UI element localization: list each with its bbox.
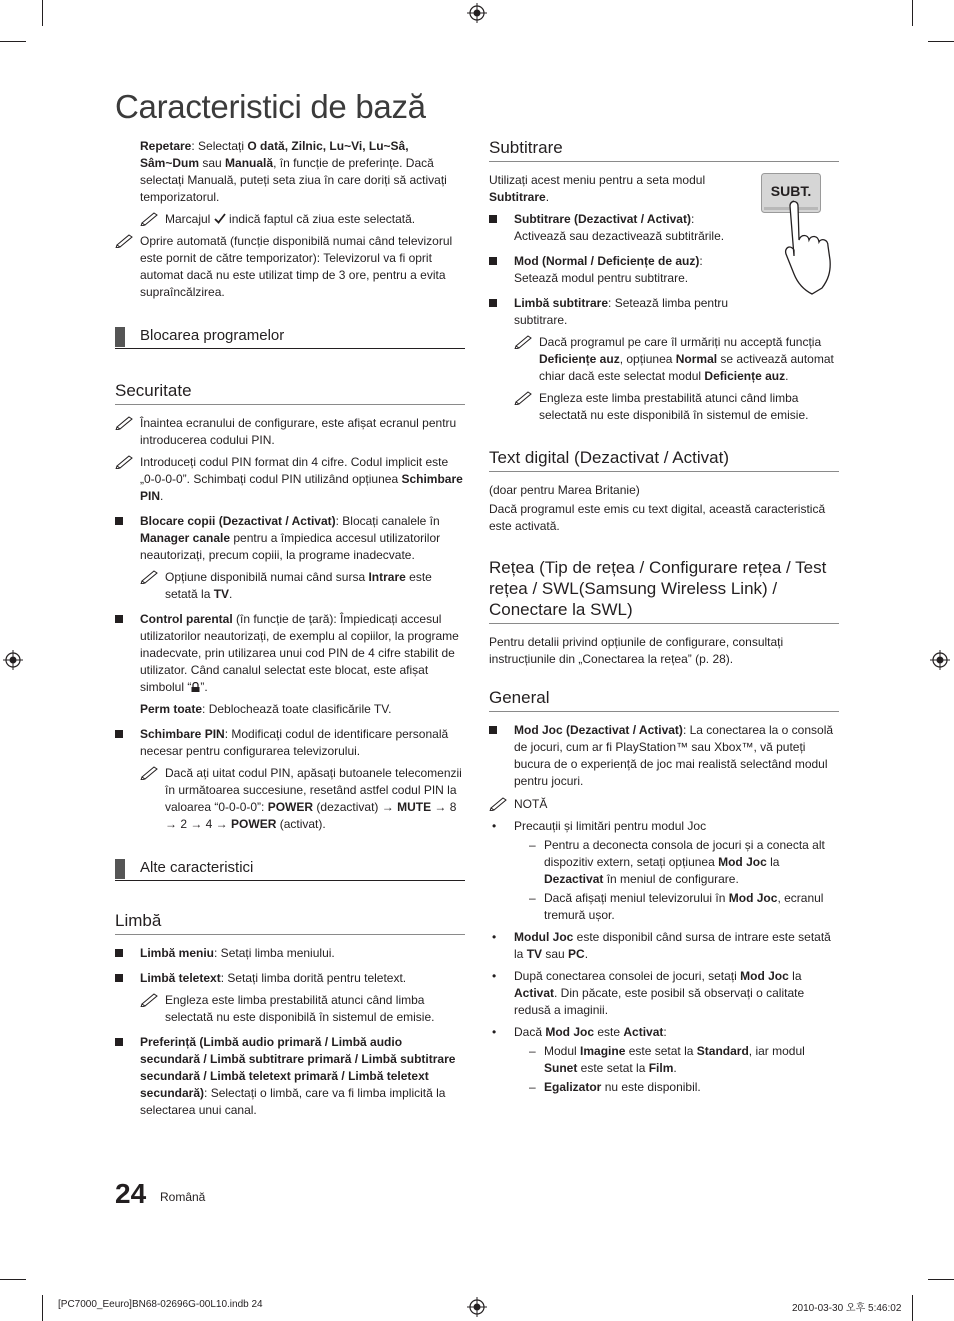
securitate-note-2: Introduceți codul PIN format din 4 cifre. Codul implicit este „0-0-0-0”. Schimbați codul PIN utilizând opțiunea Schimbare PIN.: [115, 454, 465, 505]
crop-mark: [912, 1295, 913, 1321]
subtitrare-item: Subtitrare (Dezactivat / Activat): Activează sau dezactivează subtitrările.: [489, 211, 744, 245]
blocare-copii-note: Opțiune disponibilă numai când sursa Intrare este setată la TV.: [140, 569, 465, 603]
crop-mark: [42, 1295, 43, 1321]
blocarea-programelor-heading: Blocarea programelor: [115, 327, 465, 349]
text-digital-description: Dacă programul este emis cu text digital, această caracteristică este activată.: [489, 502, 826, 533]
limba-heading: Limbă: [115, 911, 465, 935]
repetare-paragraph: Repetare: Selectați O dată, Zilnic, Lu~Vi, Lu~Sâ, Sâm~Dum sau Manuală, în funcție de preferințe. Dacă selectați Manuală, puteți seta ziua în care doriți să activați temporizatorul.: [140, 139, 447, 204]
text-digital-heading: Text digital (Dezactivat / Activat): [489, 448, 839, 472]
control-parental-item: Control parental (în funcție de țară): Împiedicați accesul utilizatorilor neautorizați, de exemplu al copiilor, la programe inadecvate, prin utilizarea unui cod PIN de 4 cifre stabilit de utilizator. Când canalul selectat este blocat, este afișat simbolul “ ”.: [115, 611, 465, 696]
alte-caracteristici-heading: Alte caracteristici: [115, 859, 465, 881]
oprire-note: Oprire automată (funcție disponibilă numai când televizorul este pornit de către temporizator): Televizorul va fi oprit automat dacă nu este utilizat timp de 3 ore, pentru a evita supraîncălzirea.: [115, 233, 465, 301]
registration-mark-icon: [467, 3, 487, 23]
limba-teletext-item: Limbă teletext: Setați limba dorită pentru teletext.: [115, 970, 465, 987]
left-column: [115, 138, 465, 1124]
daca-mod-joc-item: • Dacă Mod Joc este Activat:: [492, 1025, 667, 1039]
mod-joc-subitem: – Egalizator nu este disponibil.: [529, 1080, 701, 1094]
schimbare-pin-item: Schimbare PIN: Modificați codul de identificare personală necesar pentru configurarea televizorului.: [115, 726, 465, 760]
subtitrare-note-2: Engleza este limba prestabilită atunci când limba selectată nu este disponibilă în sistemul de emisie.: [514, 390, 839, 424]
pointing-hand-icon: [782, 198, 842, 298]
securitate-heading: Securitate: [115, 381, 465, 405]
page-number: 24: [115, 1178, 147, 1209]
crop-mark: [42, 0, 43, 26]
registration-mark-icon: [3, 650, 23, 670]
subt-button-label: SUBT.: [770, 183, 812, 199]
preferinta-item: Preferință (Limbă audio primară / Limbă audio secundară / Limbă subtitrare primară / Limbă subtitrare secundară / Limbă teletext primară / Limbă teletext secundară): Selectați o limbă, care va fi limba implicită la selectarea unui canal.: [115, 1034, 465, 1119]
text-digital-region: (doar pentru Marea Britanie): [489, 483, 640, 497]
general-heading: General: [489, 688, 839, 712]
subtitrare-intro: Utilizați acest meniu pentru a seta modul Subtitrare.: [489, 173, 706, 204]
lock-icon: [191, 682, 200, 692]
crop-mark: [928, 41, 954, 42]
note-pencil-icon: [115, 453, 137, 469]
footer-language: Română: [160, 1190, 206, 1204]
registration-mark-icon: [467, 1297, 487, 1317]
note-pencil-icon: [140, 764, 162, 780]
pin-reset-note: Dacă ați uitat codul PIN, apăsați butoanele telecomenzii în următoarea succesiune, resetând astfel codul PIN la valoarea “0-0-0-0”: POWER (dezactivat) → MUTE → 8 → 2 → 4 → POWER (activat).: [140, 765, 465, 833]
crop-mark: [0, 41, 26, 42]
note-pencil-icon: [140, 210, 162, 226]
registration-mark-icon: [930, 650, 950, 670]
mod-joc-subitem: – Modul Imagine este setat la Standard, iar modul Sunet este setat la Film.: [529, 1044, 805, 1075]
note-pencil-icon: [514, 333, 536, 349]
limba-meniu-item: Limbă meniu: Setați limba meniului.: [115, 945, 465, 962]
note-pencil-icon: [140, 568, 162, 584]
limba-subtitrare-item: Limbă subtitrare: Setează limba pentru subtitrare.: [489, 295, 744, 329]
retea-description: Pentru detalii privind opțiunile de configurare, consultați instrucțiunile din „Conectarea la rețea” (p. 28).: [489, 635, 784, 666]
limba-teletext-note: Engleza este limba prestabilită atunci când limba selectată nu este disponibilă în sistemul de emisie.: [140, 992, 465, 1026]
subtitrare-note-1: Dacă programul pe care îl urmăriți nu acceptă funcția Deficiențe auz, opțiunea Normal se activează automat chiar dacă este selectat modul Deficiențe auz.: [514, 334, 839, 385]
dupa-conectare-item: • După conectarea consolei de jocuri, setați Mod Joc la Activat. Din păcate, este posibil să observați o calitate redusă a imaginii.: [492, 969, 805, 1017]
securitate-note-1: Înaintea ecranului de configurare, este afișat ecranul pentru introducerea codului PIN.: [115, 415, 465, 449]
note-pencil-icon: [115, 232, 137, 248]
note-pencil-icon: [489, 795, 511, 811]
perm-toate-paragraph: Perm toate: Deblochează toate clasificările TV.: [140, 702, 392, 716]
note-pencil-icon: [115, 414, 137, 430]
note-pencil-icon: [140, 991, 162, 1007]
crop-mark: [928, 1279, 954, 1280]
print-date-info: 2010-03-30 오후 5:46:02: [792, 1303, 902, 1314]
blocare-copii-item: Blocare copii (Dezactivat / Activat): Blocați canalele în Manager canale pentru a împiedica accesul utilizatorilor neautorizați, precum copiii, la programe inadecvate.: [115, 513, 465, 564]
mod-joc-item: Mod Joc (Dezactivat / Activat): La conectarea la o consolă de jocuri, cum ar fi PlayStation™ sau Xbox™, vă puteți bucura de o experiență de joc mai realistă selectând modul pentru jocuri.: [489, 722, 839, 790]
page-title: Caracteristici de bază: [115, 88, 426, 125]
subtitrare-heading: Subtitrare: [489, 138, 839, 162]
nota-label: NOTĂ: [489, 796, 839, 813]
checkmark-icon: [214, 213, 226, 224]
crop-mark: [0, 1279, 26, 1280]
marcaj-note: Marcajul indică faptul că ziua este selectată.: [140, 211, 465, 228]
precautii-subitem: – Dacă afișați meniul televizorului în Mod Joc, ecranul tremură ușor.: [529, 891, 824, 922]
modul-joc-item: • Modul Joc este disponibil când sursa de intrare este setată la TV sau PC.: [492, 930, 831, 961]
note-pencil-icon: [514, 389, 536, 405]
retea-heading: Rețea (Tip de rețea / Configurare rețea / Test rețea / SWL(Samsung Wireless Link) / Conectare la SWL): [489, 557, 839, 624]
crop-mark: [912, 0, 913, 26]
print-file-info: [PC7000_Eeuro]BN68-02696G-00L10.indb 24: [58, 1299, 263, 1310]
mod-subtitrare-item: Mod (Normal / Deficiențe de auz): Setează modul pentru subtitrare.: [489, 253, 744, 287]
precautii-item: • Precauții și limitări pentru modul Joc: [492, 819, 707, 833]
precautii-subitem: – Pentru a deconecta consola de jocuri și a conecta alt dispozitiv extern, setați opțiunea Mod Joc la Dezactivat în meniul de configurare.: [529, 838, 825, 886]
